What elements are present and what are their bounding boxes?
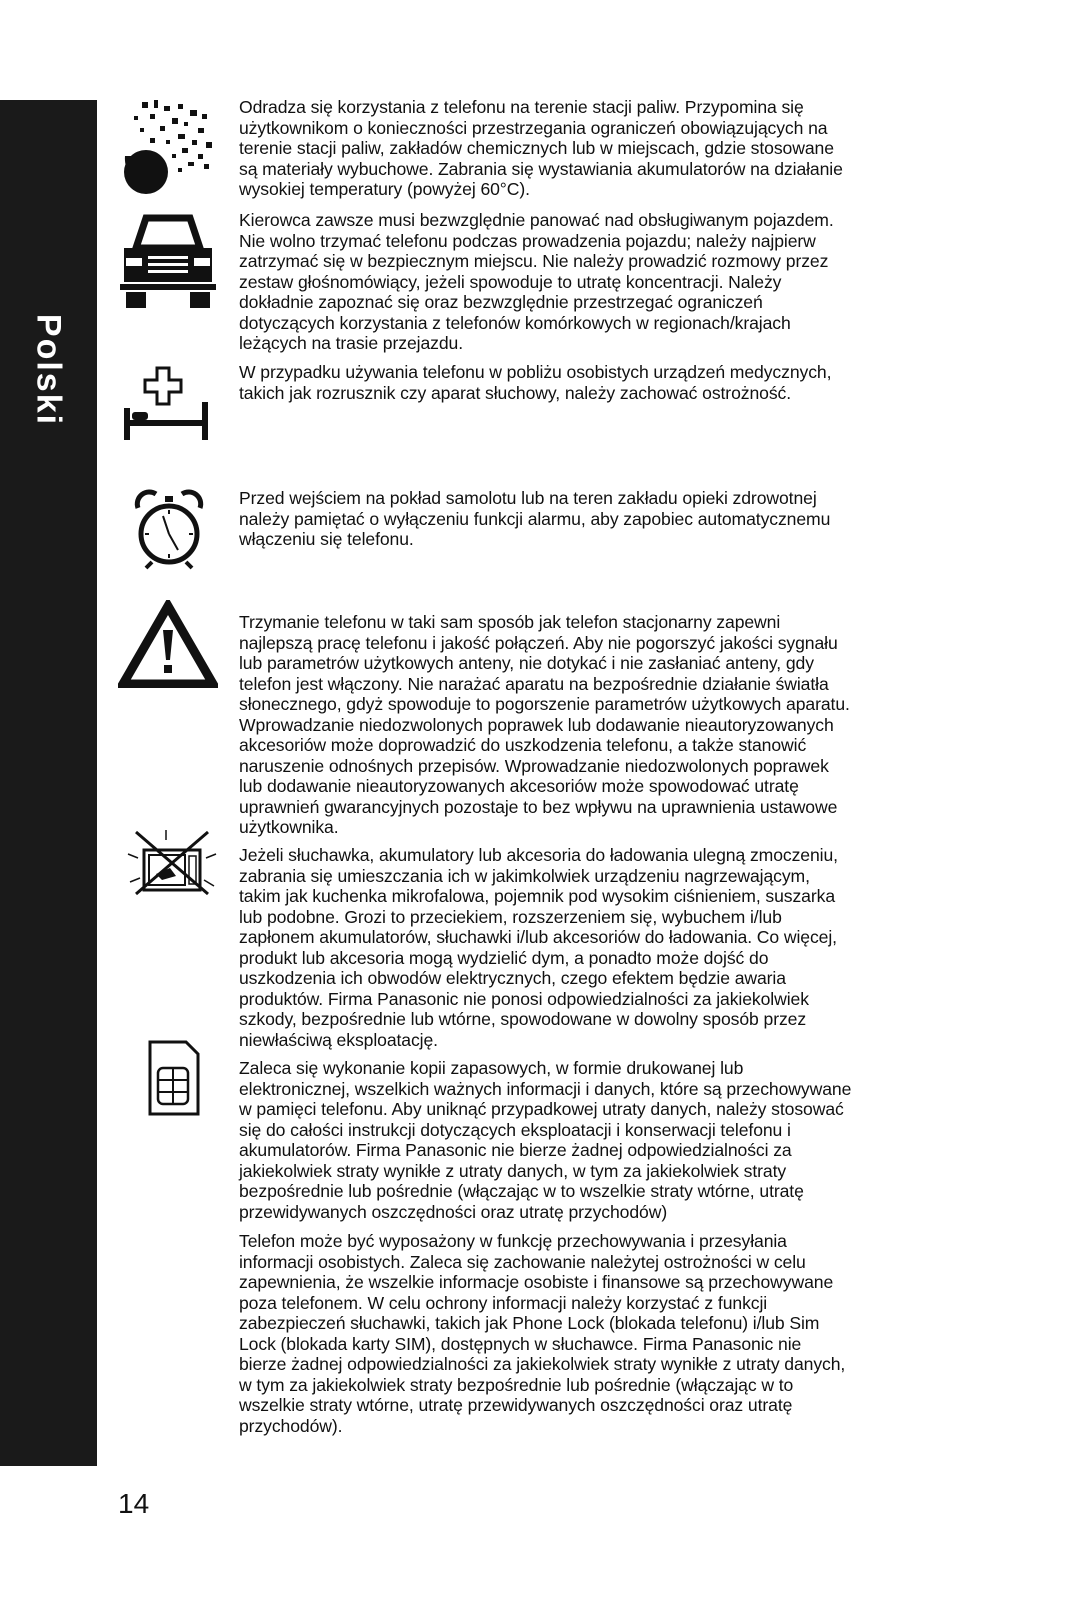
paragraph-personal-information: Telefon może być wyposażony w funkcję przechowywania i przesyłania informacji osobistych. Zaleca się zachowanie należytej ostrożności w celu zapewnienia, że wszelkie informacje osobiste i finansowe są przechowywane poza telefonem. W celu ochrony informacji należy korzystać z funkcji zabezpieczeń słuchawki, takich jak Phone Lock (blokada telefonu) i/lub Sim Lock (blokada karty SIM), dostępnych w słuchawce. Firma Panasonic nie bierze żadnej odpowiedzialności za jakiekolwiek straty wynikłe z utraty danych, w tym za jakiekolwiek straty bezpośrednie lub pośrednie (włączając w to wszelkie straty wtórne, utratę przewidywanych oszczędności oraz utratę przychodów). xyxy=(239,1231,846,1436)
warning-triangle-icon xyxy=(118,600,218,688)
page-number: 14 xyxy=(118,1488,150,1519)
paragraph-aircraft-alarm: Przed wejściem na pokład samolotu lub na teren zakładu opieki zdrowotnej należy pamiętać o wyłączeniu funkcji alarmu, aby zapobiec automatycznemu włączeniu się telefonu. xyxy=(239,488,831,549)
language-side-tab xyxy=(0,100,97,1466)
paragraph-antenna-accessories: Trzymanie telefonu w taki sam sposób jak telefon stacjonarny zapewni najlepszą pracę telefonu i jakość połączeń. Aby nie pogorszyć jakości sygnału lub parametrów użytkowych anteny, nie dotykać i nie zasłaniać anteny, gdy telefon jest włączony. Nie narażać aparatu na bezpośrednie działanie światła słonecznego, gdyż spowoduje to pogorszenie parametrów użytkowych aparatu. Wprowadzanie niedozwolonych poprawek lub dodawanie nieautoryzowanych akcesoriów może doprowadzić do uszkodzenia telefonu, a także stanowić naruszenie odnośnych przepisów. Wprowadzanie niedozwolonych poprawek lub dodawanie nieautoryzowanych akcesoriów może spowodować utratę uprawnień gwarancyjnych pozostaje to bez wpływu na uprawnienia ustawowe użytkownika. xyxy=(239,612,850,837)
paragraph-wet-handset: Jeżeli słuchawka, akumulatory lub akcesoria do ładowania ulegną zmoczeniu, zabrania się umieszczania ich w jakimkolwiek urządzeniu nagrzewającym, takim jak kuchenka mikrofalowa, pojemnik pod wysokim ciśnieniem, suszarka lub podobne. Grozi to przeciekiem, rozszerzeniem się, wybuchem i/lub zapłonem akumulatorów, słuchawki i/lub akcesoriów do ładowania. Co więcej, produkt lub akcesoria mogą wydzielić dym, a ponadto może dojść do uszkodzenia ich obwodów elektrycznych, czego efektem będzie awaria produktów. Firma Panasonic nie ponosi odpowiedzialności za jakiekolwiek szkody, bezpośrednie lub wtórne, spowodowane w dowolny sposób przez niewłaściwą eksploatację. xyxy=(239,845,838,1050)
no-microwave-icon xyxy=(126,828,218,900)
explosion-icon xyxy=(120,98,220,194)
alarm-clock-icon xyxy=(130,488,208,570)
car-icon xyxy=(118,208,218,312)
paragraph-petrol-station: Odradza się korzystania z telefonu na terenie stacji paliw. Przypomina się użytkownikom o konieczności przestrzegania ograniczeń obowiązujących na terenie stacji paliw, zakładów chemicznych lub w miejscach, gdzie stosowane są materiały wybuchowe. Zabrania się wystawiania akumulatorów na działanie wysokiej temperatury (powyżej 60°C). xyxy=(239,97,843,199)
medical-bed-icon xyxy=(120,364,212,442)
sim-card-icon xyxy=(146,1038,202,1118)
paragraph-medical-devices: W przypadku używania telefonu w pobliżu osobistych urządzeń medycznych, takich jak rozrusznik czy aparat słuchowy, należy zachować ostrożność. xyxy=(239,362,832,403)
language-label: Polski xyxy=(29,313,68,427)
paragraph-driving: Kierowca zawsze musi bezwzględnie panować nad obsługiwanym pojazdem. Nie wolno trzymać telefonu podczas prowadzenia pojazdu; należy najpierw zatrzymać się w bezpiecznym miejscu. Nie należy prowadzić rozmowy przez zestaw głośnomówiący, jeżeli spowoduje to utratę koncentracji. Należy dokładnie zapoznać się oraz bezwzględnie przestrzegać ograniczeń dotyczących korzystania z telefonów komórkowych w regionach/krajach leżących na trasie przejazdu. xyxy=(239,210,834,353)
paragraph-backup-data: Zaleca się wykonanie kopii zapasowych, w formie drukowanej lub elektronicznej, wszelkich ważnych informacji i danych, które są przechowywane w pamięci telefonu. Aby uniknąć przypadkowej utraty danych, należy stosować się do całości instrukcji dotyczących eksploatacji i konserwacji telefonu i akumulatorów. Firma Panasonic nie bierze żadnej odpowiedzialności za jakiekolwiek straty wynikłe z utraty danych, w tym za jakiekolwiek straty bezpośrednie lub pośrednie (włączając w to wszelkie straty wtórne, utratę przewidywanych oszczędności oraz utratę przychodów) xyxy=(239,1058,852,1222)
